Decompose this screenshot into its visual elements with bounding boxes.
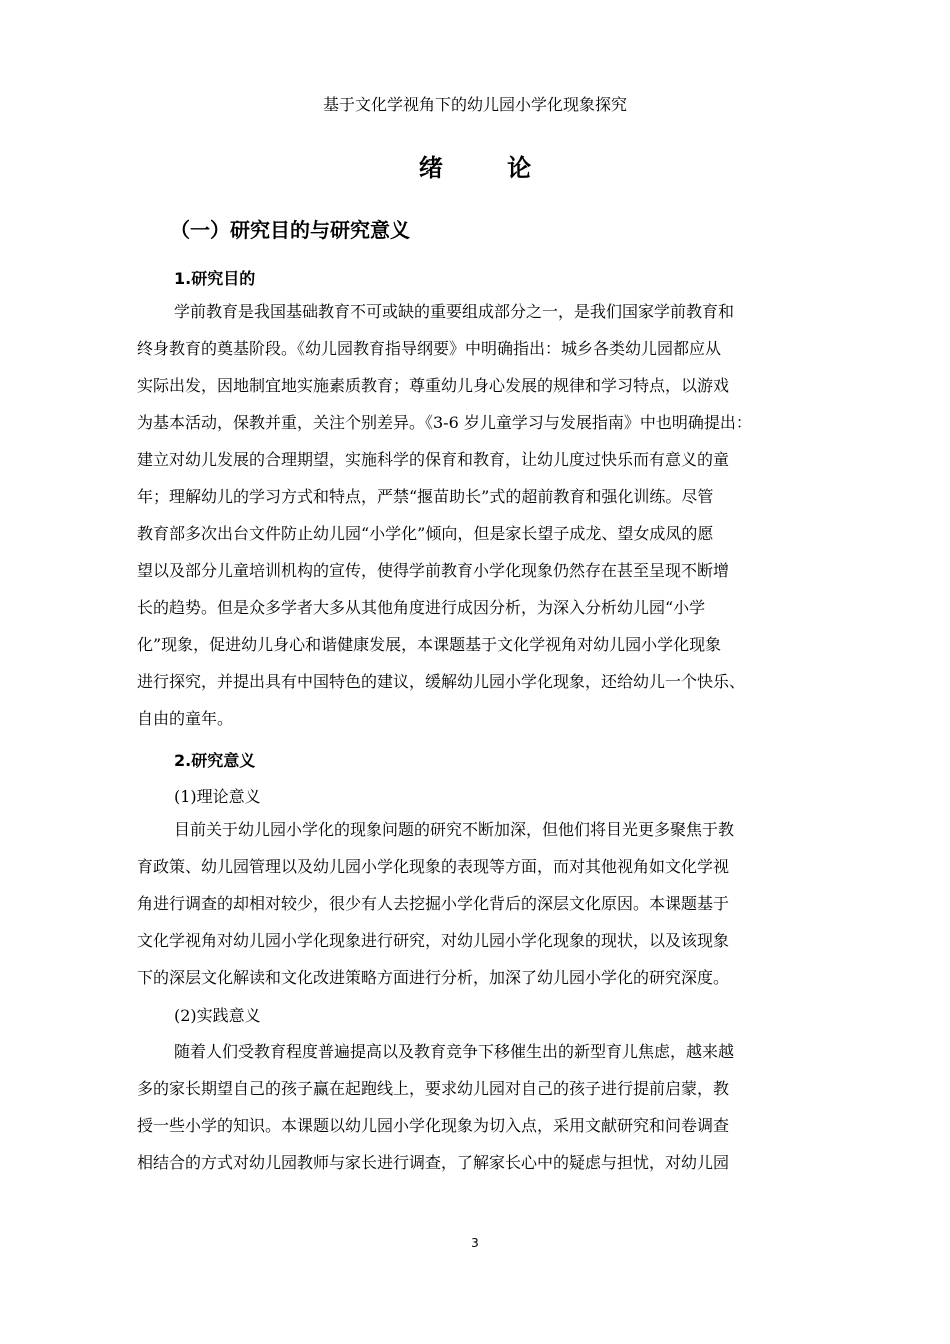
theory-heading: (1)理论意义	[174, 787, 261, 806]
running-head: 基于文化学视角下的幼儿园小学化现象探究	[322, 95, 627, 114]
practice-heading: (2)实践意义	[174, 1006, 261, 1025]
section-heading: （一）研究目的与研究意义	[170, 218, 410, 242]
paragraph-line: 随着人们受教育程度普遍提高以及教育竞争下移催生出的新型育儿焦虑，越来越	[174, 1042, 735, 1061]
paragraph-line: 授一些小学的知识。本课题以幼儿园小学化现象为切入点，采用文献研究和问卷调查	[137, 1116, 730, 1135]
paragraph-line: 多的家长期望自己的孩子赢在起跑线上，要求幼儿园对自己的孩子进行提前启蒙，教	[137, 1079, 730, 1098]
paragraph-line: 实际出发，因地制宜地实施素质教育；尊重幼儿身心发展的规律和学习特点，以游戏	[137, 376, 730, 395]
paragraph-line: 建立对幼儿发展的合理期望，实施科学的保育和教育，让幼儿度过快乐而有意义的童	[137, 450, 730, 469]
paragraph-line: 育政策、幼儿园管理以及幼儿园小学化现象的表现等方面，而对其他视角如文化学视	[137, 857, 730, 876]
paragraph-line: 角进行调查的却相对较少，很少有人去挖掘小学化背后的深层文化原因。本课题基于	[137, 894, 730, 913]
page-title: 绪 论	[418, 154, 560, 182]
paragraph-line: 终身教育的奠基阶段。《幼儿园教育指导纲要》中明确指出：城乡各类幼儿园都应从	[137, 339, 722, 358]
paragraph-line: 长的趋势。但是众多学者大多从其他角度进行成因分析，为深入分析幼儿园“小学	[137, 598, 706, 617]
paragraph-line: 教育部多次出台文件防止幼儿园“小学化”倾向，但是家长望子成龙、望女成凤的愿	[137, 524, 714, 543]
paragraph-line: 下的深层文化解读和文化改进策略方面进行分析，加深了幼儿园小学化的研究深度。	[137, 968, 730, 987]
page-number: 3	[471, 1236, 479, 1250]
paragraph-line: 为基本活动，保教并重，关注个别差异。《3-6 岁儿童学习与发展指南》中也明确提出：	[137, 413, 752, 432]
paragraph-line: 年；理解幼儿的学习方式和特点，严禁“揠苗助长”式的超前教育和强化训练。尽管	[137, 487, 714, 506]
paragraph-line: 自由的童年。	[137, 709, 234, 728]
paragraph-line: 化”现象，促进幼儿身心和谐健康发展，本课题基于文化学视角对幼儿园小学化现象	[137, 635, 722, 654]
paragraph-line: 学前教育是我国基础教育不可或缺的重要组成部分之一，是我们国家学前教育和	[174, 302, 735, 321]
paragraph-line: 望以及部分儿童培训机构的宣传，使得学前教育小学化现象仍然存在甚至呈现不断增	[137, 561, 730, 580]
paragraph-line: 文化学视角对幼儿园小学化现象进行研究，对幼儿园小学化现象的现状，以及该现象	[137, 931, 730, 950]
paragraph-line: 相结合的方式对幼儿园教师与家长进行调查，了解家长心中的疑虑与担忧，对幼儿园	[137, 1153, 730, 1172]
significance-heading: 2.研究意义	[174, 751, 256, 770]
paragraph-line: 目前关于幼儿园小学化的现象问题的研究不断加深，但他们将目光更多聚焦于教	[174, 820, 735, 839]
purpose-heading: 1.研究目的	[174, 269, 256, 288]
paragraph-line: 进行探究，并提出具有中国特色的建议，缓解幼儿园小学化现象，还给幼儿一个快乐、	[137, 672, 746, 691]
